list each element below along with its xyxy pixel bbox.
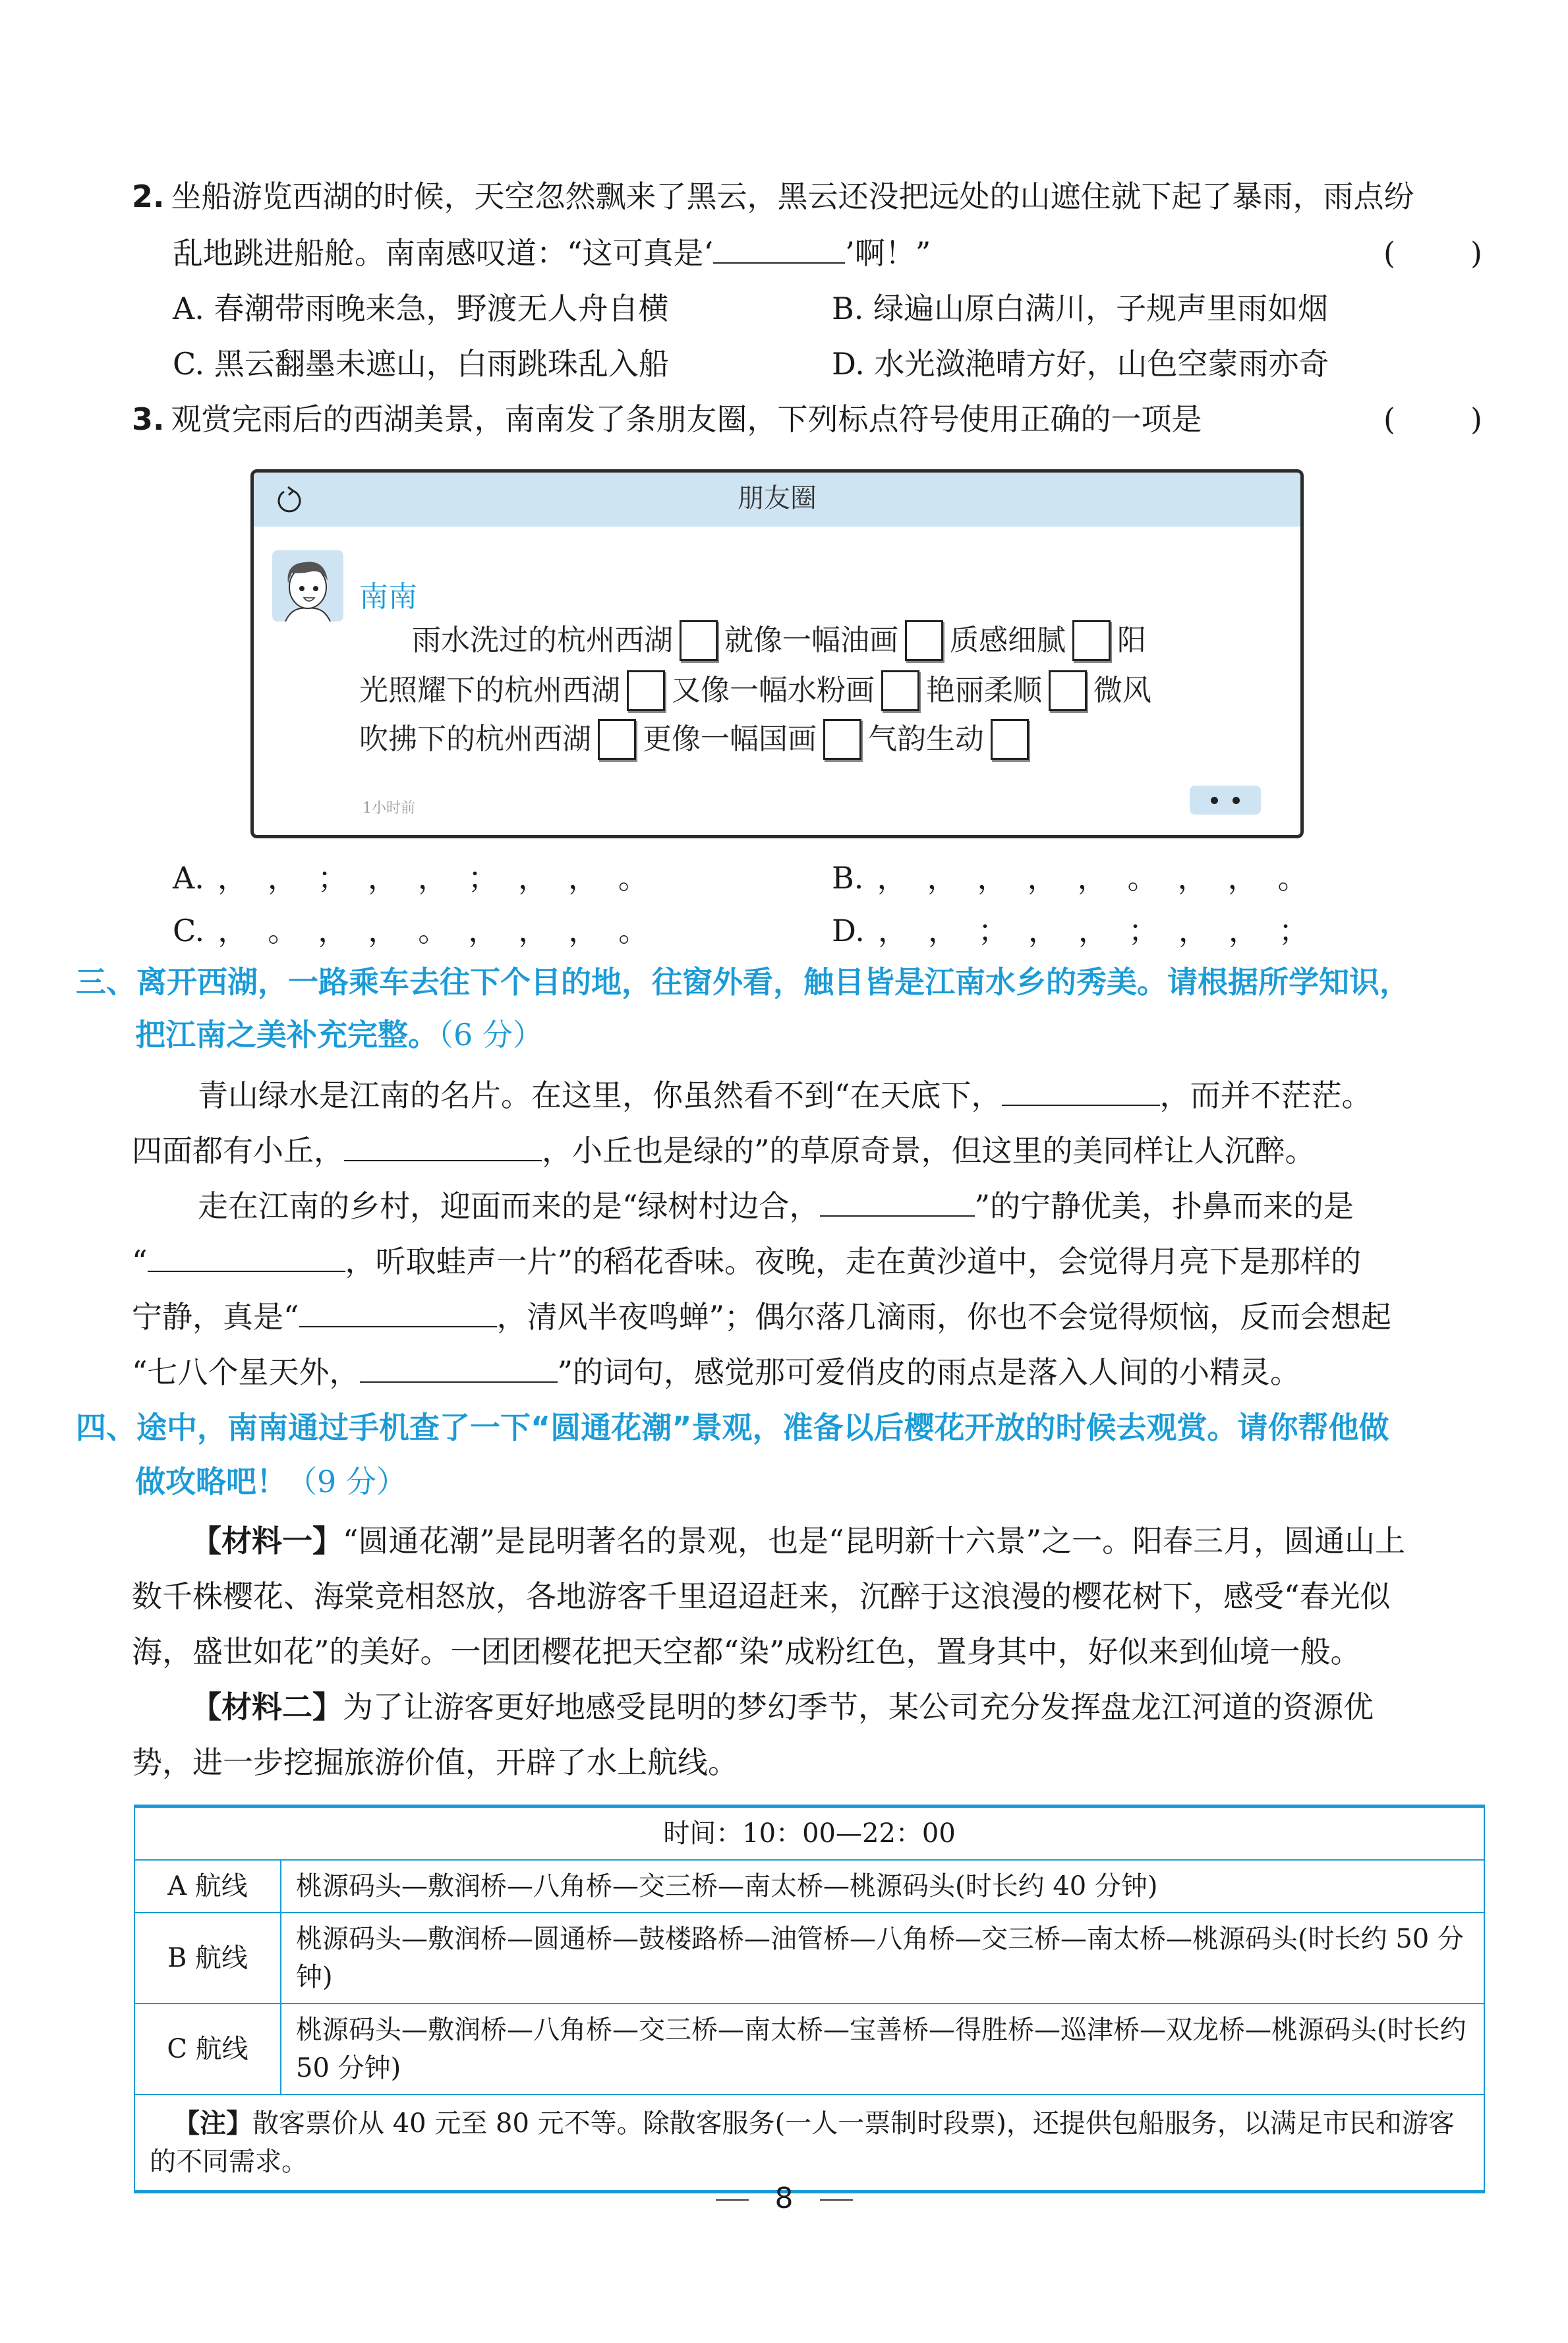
punct-mark: 。	[1277, 860, 1308, 896]
post-text: 阳	[1117, 623, 1146, 657]
punct-box[interactable]	[881, 670, 919, 711]
table-header-row	[134, 1807, 1484, 1861]
post-line-3	[359, 719, 1035, 760]
text: “七八个星天外，	[132, 1354, 360, 1390]
punct-box[interactable]	[1072, 620, 1111, 661]
punct-mark: ，	[877, 913, 908, 948]
section3-heading-2	[135, 1015, 543, 1055]
post-text: 质感细腻	[950, 623, 1066, 657]
q3-option-a	[173, 858, 668, 898]
punct-mark: ，	[1078, 913, 1109, 948]
moments-card	[250, 469, 1304, 838]
option-label: A.	[173, 291, 204, 326]
paren-open: (	[1383, 235, 1395, 271]
punct-mark: ，	[1027, 860, 1058, 896]
section4-heading-2	[135, 1462, 407, 1501]
username[interactable]: 南南	[359, 580, 417, 614]
punct-mark: ；	[1278, 913, 1309, 948]
post-text: 雨水洗过的杭州西湖	[412, 623, 673, 657]
fill-blank-1[interactable]	[1002, 1076, 1160, 1106]
boat-route-table	[134, 1805, 1485, 2193]
q2-blank[interactable]	[713, 233, 845, 264]
s3-p2-line1	[198, 1186, 1354, 1226]
route-label: B 航线	[134, 1913, 281, 2004]
material1-line1	[191, 1521, 1405, 1561]
table-row	[134, 1860, 1484, 1913]
material1-line2: 数千株樱花、海棠竞相怒放，各地游客千里迢迢赶来，沉醉于这浪漫的樱花树下，感受“春光似	[132, 1578, 1391, 1614]
s3-p2-line4	[132, 1352, 1300, 1392]
option-text: 黑云翻墨未遮山，白雨跳珠乱入船	[214, 346, 669, 382]
material1-label: 【材料一】	[191, 1523, 343, 1559]
q2-line1	[132, 177, 1414, 216]
q2-line2	[173, 233, 931, 273]
text: ，清风半夜鸣蝉”；偶尔落几滴雨，你也不会觉得烦恼，反而会想起	[496, 1299, 1392, 1335]
punct-mark: ，	[877, 860, 908, 896]
points: （6 分）	[438, 1017, 543, 1053]
boy-avatar-icon	[272, 550, 343, 622]
s3-p1-line2	[132, 1131, 1316, 1171]
s3-p2-line3	[132, 1297, 1391, 1337]
post-text: 就像一幅油画	[724, 623, 898, 657]
punct-mark: ，	[1178, 913, 1209, 948]
text: ，而并不茫茫。	[1159, 1078, 1372, 1113]
paren-close: )	[1470, 235, 1482, 271]
q2-text-2b: ’啊！”	[845, 235, 931, 271]
text: ”的宁静优美，扑鼻而来的是	[974, 1188, 1354, 1224]
q3-option-d	[832, 911, 1329, 950]
punct-mark: 。	[418, 913, 449, 948]
punct-box[interactable]	[905, 620, 943, 661]
route-label: A 航线	[134, 1860, 281, 1913]
q2-text-1: 坐船游览西湖的时候，天空忽然飘来了黑云，黑云还没把远处的山遮住就下起了暴雨，雨点纷	[171, 179, 1414, 214]
fill-blank-3[interactable]	[820, 1186, 975, 1217]
text: “	[132, 1244, 148, 1279]
punct-mark: ，	[1177, 860, 1208, 896]
route-detail: 桃源码头—敷润桥—圆通桥—鼓楼路桥—油管桥—八角桥—交三桥—南太桥—桃源码头(时长约 50 分钟)	[281, 1913, 1484, 2004]
s3-p2-line2	[132, 1242, 1361, 1281]
punct-mark: ，	[927, 860, 958, 896]
paren-open: (	[1383, 401, 1395, 437]
avatar[interactable]	[272, 550, 343, 622]
punct-mark: 。	[268, 913, 299, 948]
punct-box[interactable]	[1049, 670, 1087, 711]
fill-blank-6[interactable]	[360, 1352, 558, 1383]
material2-line1	[191, 1687, 1374, 1727]
points: （9 分）	[287, 1464, 407, 1499]
punct-mark: ，	[218, 913, 248, 948]
s3-p1-line1	[198, 1076, 1372, 1115]
punct-box[interactable]	[598, 719, 636, 760]
fill-blank-2[interactable]	[344, 1131, 542, 1161]
punct-mark: ，	[267, 860, 298, 896]
route-detail: 桃源码头—敷润桥—八角桥—交三桥—南太桥—桃源码头(时长约 40 分钟)	[281, 1860, 1484, 1913]
punct-mark: ，	[468, 913, 499, 948]
punct-mark: ；	[467, 860, 498, 896]
note-text: 散客票价从 40 元至 80 元不等。除散客服务(一人一票制时段票)，还提供包船服务，以满足市民和游客的不同需求。	[150, 2108, 1455, 2177]
punct-mark: ，	[568, 913, 599, 948]
punct-mark: ；	[977, 913, 1008, 948]
q2-option-b	[832, 289, 1328, 328]
route-detail: 桃源码头—敷润桥—八角桥—交三桥—南太桥—宝善桥—得胜桥—巡津桥—双龙桥—桃源码头(时长约 50 分钟)	[281, 2004, 1484, 2095]
fill-blank-4[interactable]	[148, 1242, 345, 1272]
material2-label: 【材料二】	[191, 1689, 343, 1725]
heading-text: 做攻略吧！	[135, 1464, 287, 1499]
punct-mark: ，	[567, 860, 598, 896]
note-label: 【注】	[173, 2108, 252, 2139]
q3-text: 观赏完雨后的西湖美景，南南发了条朋友圈，下列标点符号使用正确的一项是	[171, 401, 1202, 437]
table-header: 时间：10：00—22：00	[134, 1807, 1484, 1861]
dash-right	[820, 2199, 853, 2201]
punct-mark: ，	[1228, 913, 1259, 948]
table-note	[134, 2095, 1484, 2192]
page-number-text: 8	[774, 2182, 794, 2215]
moments-title: 朋友圈	[738, 483, 817, 513]
text: ，小丘也是绿的”的草原奇景，但这里的美同样让人沉醉。	[542, 1133, 1316, 1169]
q3-option-b	[832, 858, 1327, 898]
post-text: 吹拂下的杭州西湖	[359, 722, 591, 756]
moments-header	[254, 473, 1300, 527]
text: “圆通花潮”是昆明著名的景观，也是“昆明新十六景”之一。阳春三月，圆通山上	[343, 1523, 1406, 1559]
post-line-1	[412, 620, 1146, 661]
punct-box[interactable]	[680, 620, 718, 661]
punct-box[interactable]	[627, 670, 665, 711]
q2-option-a	[173, 289, 668, 328]
more-dots-icon[interactable]	[1190, 786, 1261, 815]
punct-mark: 。	[618, 860, 649, 896]
punct-mark: 。	[618, 913, 649, 948]
post-text: 艳丽柔顺	[926, 674, 1042, 707]
post-text: 光照耀下的杭州西湖	[359, 674, 620, 707]
section4-heading-1: 四、途中，南南通过手机查了一下“圆通花潮”景观，准备以后樱花开放的时候去观赏。请你帮他做	[76, 1410, 1389, 1445]
text: ”的词句，感觉那可爱俏皮的雨点是落入人间的小精灵。	[557, 1354, 1301, 1390]
page-number	[0, 2182, 1568, 2215]
option-label: B.	[832, 291, 864, 326]
fill-blank-5[interactable]	[299, 1297, 497, 1327]
q3-line	[132, 399, 1202, 439]
text: 走在江南的乡村，迎面而来的是“绿树村边合，	[198, 1188, 820, 1224]
q3-option-c	[173, 911, 668, 950]
text: 青山绿水是江南的名片。在这里，你虽然看不到“在天底下，	[198, 1078, 1002, 1113]
post-text: 又像一幅水粉画	[672, 674, 875, 707]
text: 宁静，真是“	[132, 1299, 299, 1335]
punct-mark: ，	[517, 860, 548, 896]
option-label: C.	[173, 913, 205, 948]
punct-mark: ，	[318, 913, 349, 948]
punct-mark: ；	[1128, 913, 1159, 948]
punct-mark: ，	[368, 913, 399, 948]
punct-mark: ，	[1077, 860, 1108, 896]
q3-number: 3.	[132, 401, 165, 437]
post-line-2	[359, 670, 1151, 711]
route-label: C 航线	[134, 2004, 281, 2095]
q2-answer-paren[interactable]	[1383, 233, 1482, 273]
punct-mark: ，	[977, 860, 1008, 896]
punct-mark: ，	[1227, 860, 1258, 896]
text: 为了让游客更好地感受昆明的梦幻季节，某公司充分发挥盘龙江河道的资源优	[343, 1689, 1374, 1725]
option-text: 水光潋滟晴方好，山色空蒙雨亦奇	[874, 346, 1329, 382]
post-text: 更像一幅国画	[643, 722, 817, 756]
punct-mark: ，	[367, 860, 398, 896]
post-timestamp: 1小时前	[363, 800, 415, 817]
punct-box[interactable]	[991, 719, 1029, 760]
punct-mark: ，	[217, 860, 248, 896]
option-text: 绿遍山原白满川，子规声里雨如烟	[873, 291, 1329, 326]
option-label: B.	[832, 860, 864, 896]
text: ，听取蛙声一片”的稻花香味。夜晚，走在黄沙道中，会觉得月亮下是那样的	[345, 1244, 1362, 1279]
option-label: D.	[832, 346, 865, 382]
option-label: C.	[173, 346, 205, 382]
option-text: 春潮带雨晚来急，野渡无人舟自横	[214, 291, 669, 326]
heading-text: 把江南之美补充完整。	[135, 1017, 438, 1053]
punct-mark: ，	[927, 913, 958, 948]
punct-mark: ，	[1028, 913, 1059, 948]
option-label: D.	[832, 913, 865, 948]
q2-text-2a: 乱地跳进船舱。南南感叹道：“这可真是‘	[173, 235, 714, 271]
q2-number: 2.	[132, 179, 165, 214]
q3-answer-paren[interactable]	[1383, 399, 1482, 439]
punct-mark: ，	[518, 913, 549, 948]
q2-option-d	[832, 344, 1329, 384]
q2-option-c	[173, 344, 669, 384]
post-text: 微风	[1093, 674, 1151, 707]
post-text: 气韵生动	[868, 722, 984, 756]
table-row	[134, 1913, 1484, 2004]
section3-heading-1: 三、离开西湖，一路乘车去往下个目的地，往窗外看，触目皆是江南水乡的秀美。请根据所学知识，	[76, 964, 1410, 1000]
table-note-row	[134, 2095, 1484, 2192]
material1-line3: 海，盛世如花”的美好。一团团樱花把天空都“染”成粉红色，置身其中，好似来到仙境一般。	[132, 1634, 1361, 1669]
option-label: A.	[173, 860, 204, 896]
punct-box[interactable]	[823, 719, 861, 760]
text: 四面都有小丘，	[132, 1133, 344, 1169]
dash-left	[716, 2199, 749, 2201]
punct-mark: ；	[317, 860, 348, 896]
punct-mark: ，	[417, 860, 448, 896]
paren-close: )	[1470, 401, 1482, 437]
material2-line2: 势，进一步挖掘旅游价值，开辟了水上航线。	[132, 1745, 738, 1780]
punct-mark: 。	[1127, 860, 1158, 896]
table-row	[134, 2004, 1484, 2095]
